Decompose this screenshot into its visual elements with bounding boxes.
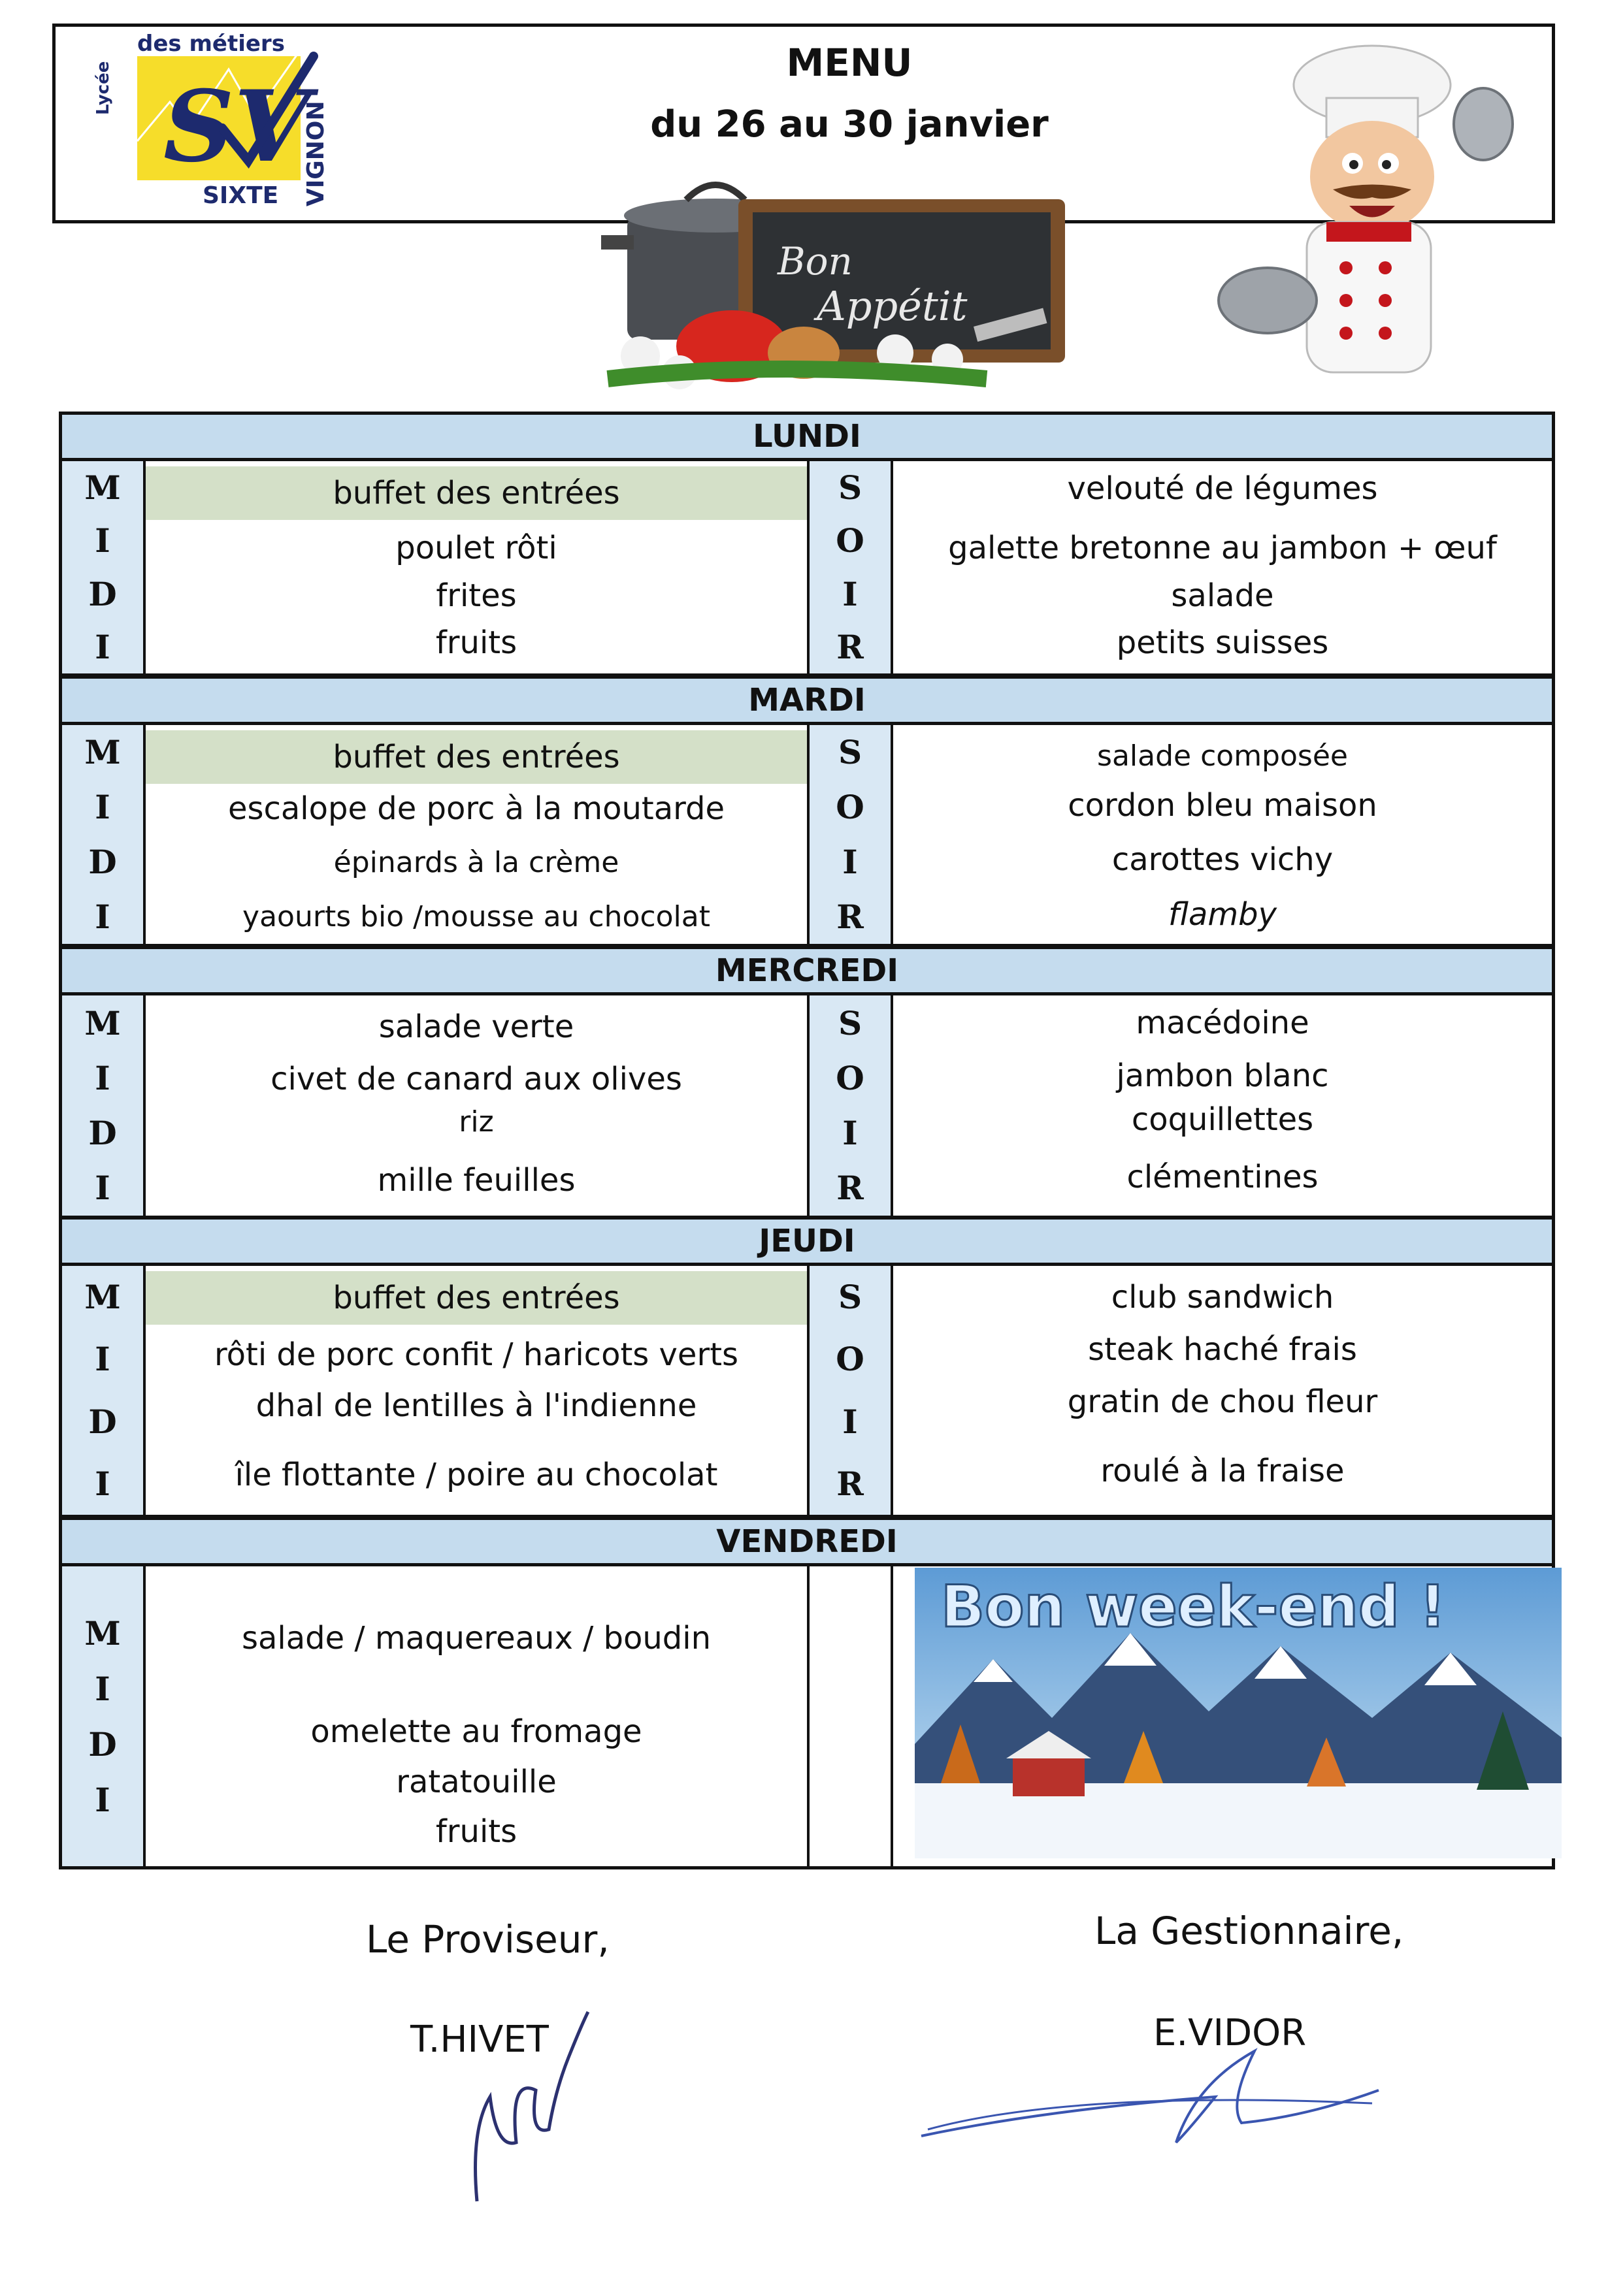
midi-label: M I D I: [62, 725, 146, 944]
midi-dish: fruits: [435, 624, 517, 661]
menu-dates: du 26 au 30 janvier: [650, 103, 1049, 146]
midi-dish: buffet des entrées: [146, 1271, 807, 1325]
soir-dish: flamby: [1168, 896, 1277, 933]
soir-dish: salade composée: [1097, 739, 1348, 773]
midi-dish: riz: [459, 1105, 494, 1139]
soir-dish: carottes vichy: [1111, 841, 1334, 878]
soir-label: S O I R: [807, 725, 893, 944]
day-block-mercredi: [59, 995, 1555, 1219]
midi-label: M I D I: [62, 1566, 146, 1866]
logo-name1: SIXTE: [203, 182, 279, 209]
day-header-vendredi: VENDREDI: [59, 1517, 1555, 1566]
soir-dish: macédoine: [1136, 1005, 1309, 1041]
midi-dish: omelette au fromage: [310, 1713, 642, 1750]
empty-soir-cell: [807, 1566, 893, 1866]
midi-dish: poulet rôti: [395, 530, 557, 566]
midi-dish: île flottante / poire au chocolat: [235, 1457, 718, 1493]
midi-dish: frites: [436, 577, 517, 614]
day-block-lundi: [59, 461, 1555, 677]
soir-label: S O I R: [807, 461, 893, 673]
school-logo: [93, 30, 392, 213]
gestionnaire-name: E.VIDOR: [1153, 2012, 1307, 2054]
midi-dish: civet de canard aux olives: [271, 1061, 682, 1097]
soir-dish: velouté de légumes: [1067, 470, 1378, 507]
soir-dish: salade: [1171, 577, 1274, 614]
bon-appetit-illustration: [582, 163, 1085, 398]
bon-week-end-image: [915, 1568, 1562, 1858]
day-block-jeudi: [59, 1266, 1555, 1518]
midi-label: M I D I: [62, 461, 146, 673]
midi-dish: mille feuilles: [377, 1162, 576, 1199]
midi-label: M I D I: [62, 995, 146, 1216]
midi-label: M I D I: [62, 1266, 146, 1515]
midi-dish: salade verte: [378, 1009, 574, 1045]
soir-dish: club sandwich: [1111, 1279, 1334, 1316]
midi-dish: yaourts bio /mousse au chocolat: [242, 900, 710, 933]
logo-top-text: des métiers: [137, 31, 285, 57]
day-header-mardi: MARDI: [59, 675, 1555, 725]
proviseur-role: Le Proviseur,: [366, 1917, 610, 1962]
weekend-text: Bon week-end !: [941, 1573, 1446, 1640]
day-header-lundi: LUNDI: [59, 412, 1555, 461]
logo-initials: SV: [163, 69, 310, 184]
soir-dish: steak haché frais: [1088, 1331, 1357, 1368]
soir-dish: cordon bleu maison: [1068, 787, 1377, 824]
soir-label: S O I R: [807, 995, 893, 1216]
soir-dish: coquillettes: [1131, 1101, 1314, 1138]
gestionnaire-signature: [915, 2031, 1385, 2149]
soir-dish: gratin de chou fleur: [1067, 1383, 1378, 1420]
day-header-jeudi: JEUDI: [59, 1216, 1555, 1266]
soir-dish: clémentines: [1126, 1159, 1319, 1195]
day-header-mercredi: MERCREDI: [59, 946, 1555, 995]
proviseur-name: T.HIVET: [410, 2018, 549, 2061]
soir-dish: jambon blanc: [1116, 1058, 1329, 1094]
slate-text-2: Appétit: [817, 282, 968, 330]
midi-dish: épinards à la crème: [333, 846, 619, 879]
midi-dish: ratatouille: [396, 1764, 557, 1800]
midi-dish: buffet des entrées: [146, 466, 807, 520]
midi-dish: dhal de lentilles à l'indienne: [255, 1387, 697, 1424]
menu-title: MENU: [786, 40, 913, 85]
logo-name2: VIGNON: [303, 101, 329, 206]
gestionnaire-role: La Gestionnaire,: [1094, 1909, 1404, 1953]
midi-dish: escalope de porc à la moutarde: [227, 790, 725, 827]
soir-dish: galette bretonne au jambon + œuf: [948, 530, 1497, 566]
midi-dish: fruits: [435, 1813, 517, 1850]
midi-dish: rôti de porc confit / haricots verts: [214, 1336, 739, 1373]
slate-text-1: Bon: [778, 239, 853, 283]
soir-dish: petits suisses: [1116, 624, 1329, 661]
midi-dish: salade / maquereaux / boudin: [241, 1620, 712, 1657]
chef-illustration: [1215, 26, 1542, 392]
proviseur-signature: [457, 1999, 614, 2208]
midi-dish: buffet des entrées: [146, 730, 807, 784]
soir-label: S O I R: [807, 1266, 893, 1515]
day-block-mardi: [59, 725, 1555, 947]
logo-side-text: Lycée: [93, 61, 113, 115]
soir-dish: roulé à la fraise: [1100, 1453, 1345, 1489]
